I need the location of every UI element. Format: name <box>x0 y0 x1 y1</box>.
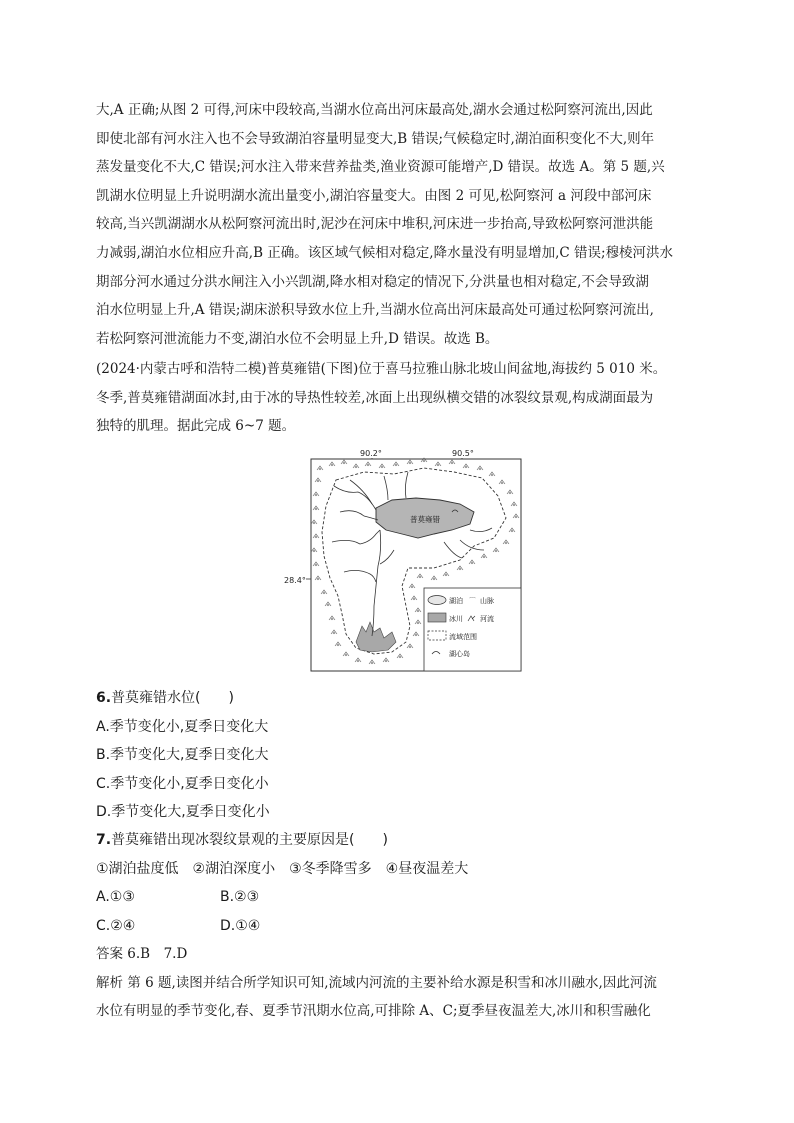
analysis-line: 水位有明显的季节变化,春、夏季节汛期水位高,可排除 A、C;夏季昼夜温差大,冰川和积雪融化 <box>96 1003 651 1020</box>
question-number: 6. <box>96 690 112 706</box>
option-b[interactable]: B.②③ <box>220 889 260 905</box>
question-text: 普莫雍错水位( ) <box>111 690 234 706</box>
lake-map <box>284 446 524 676</box>
text-line: 若松阿察河泄流能力不变,湖泊水位不会明显上升,D 错误。故选 B。 <box>96 330 499 347</box>
question-text: 普莫雍错出现冰裂纹景观的主要原因是( ) <box>111 832 388 848</box>
longitude-label: 90.2° <box>360 449 382 458</box>
text-line: 较高,当兴凯湖湖水从松阿察河流出时,泥沙在河床中堆积,河床进一步抬高,导致松阿察河泄洪能 <box>96 216 654 233</box>
option-c[interactable]: C.季节变化小,夏季日变化小 <box>96 775 269 792</box>
answer-text: 6.B 7.D <box>123 946 188 962</box>
legend-lake-symbol <box>428 596 446 605</box>
lake-map-figure <box>284 446 524 676</box>
question-stem <box>96 684 270 713</box>
answer-label: 答案 <box>96 946 123 962</box>
text-line: 独特的肌理。据此完成 6~7 题。 <box>96 418 296 435</box>
text-line: (2024·内蒙古呼和浩特二模)普莫雍错(下图)位于喜马拉雅山脉北坡山间盆地,海拔约 5 010 米。 <box>96 361 667 377</box>
question-6 <box>96 684 270 827</box>
options-row-2 <box>96 912 468 941</box>
text-line: 凯湖水位明显上升说明湖水流出量变小,湖泊容量变大。由图 2 可见,松阿察河 a 河段中部河床 <box>96 187 652 204</box>
options-row-1 <box>96 883 468 912</box>
option-d[interactable]: D.①④ <box>220 917 261 934</box>
legend-basin-label: 流域范围 <box>449 633 477 641</box>
text-line: 大,A 正确;从图 2 可得,河床中段较高,当湖水位高出河床最高处,湖水会通过松阿察河流出,因此 <box>96 102 653 118</box>
legend-river-label: 河流 <box>480 615 494 623</box>
option-a[interactable]: A.①③ <box>96 889 135 905</box>
legend-mountain-label: 山脉 <box>480 597 494 605</box>
legend-island-label: 湖心岛 <box>449 650 470 658</box>
text-line: 蒸发量变化不大,C 错误;河水注入带来营养盐类,渔业资源可能增产,D 错误。故选 A。第 5 题,兴 <box>96 159 665 176</box>
analysis-text: 第 6 题,读图并结合所学知识可知,流域内河流的主要补给水源是积雪和冰川融水,因此河流 <box>123 974 657 991</box>
question-number: 7. <box>96 832 112 848</box>
answer-section <box>96 940 698 1026</box>
choice-list: ①湖泊盐度低 ②湖泊深度小 ③冬季降雪多 ④昼夜温差大 <box>96 860 469 877</box>
legend-lake-label: 湖泊 <box>449 597 463 605</box>
lake-name: 普莫雍错 <box>410 515 440 524</box>
analysis-line <box>96 969 698 998</box>
option-a[interactable]: A.季节变化小,夏季日变化大 <box>96 718 269 735</box>
answer-line <box>96 940 698 969</box>
option-c[interactable]: C.②④ <box>96 917 136 934</box>
latitude-label: 28.4° <box>284 576 306 585</box>
text-line: 冬季,普莫雍错湖面冰封,由于冰的导热性较差,冰面上出现纵横交错的冰裂纹景观,构成湖面最为 <box>96 389 654 406</box>
question-stem <box>96 826 468 855</box>
option-b[interactable]: B.季节变化大,夏季日变化大 <box>96 747 269 763</box>
legend-glacier-label: 冰川 <box>449 615 463 623</box>
text-line: 期部分河水通过分洪水闸注入小兴凯湖,降水相对稳定的情况下,分洪量也相对稳定,不会导致湖 <box>96 273 649 290</box>
option-d[interactable]: D.季节变化大,夏季日变化小 <box>96 804 270 820</box>
text-line: 泊水位明显上升,A 错误;湖床淤积导致水位上升,当湖水位高出河床最高处可通过松阿察河流出, <box>96 302 654 319</box>
text-line: 即使北部有河水注入也不会导致湖泊容量明显变大,B 错误;气候稳定时,湖泊面积变化不大,则年 <box>96 130 655 147</box>
text-line: 力减弱,湖泊水位相应升高,B 正确。该区域气候相对稳定,降水量没有明显增加,C 错误;穆棱河洪水 <box>96 244 674 261</box>
question-7 <box>96 826 468 940</box>
legend-glacier-symbol <box>428 613 446 622</box>
longitude-label: 90.5° <box>452 449 474 458</box>
legend-mountain-symbol: ⌒ <box>469 597 476 605</box>
previous-explanation <box>96 96 698 353</box>
analysis-label: 解析 <box>96 974 123 991</box>
question-intro <box>96 355 698 441</box>
